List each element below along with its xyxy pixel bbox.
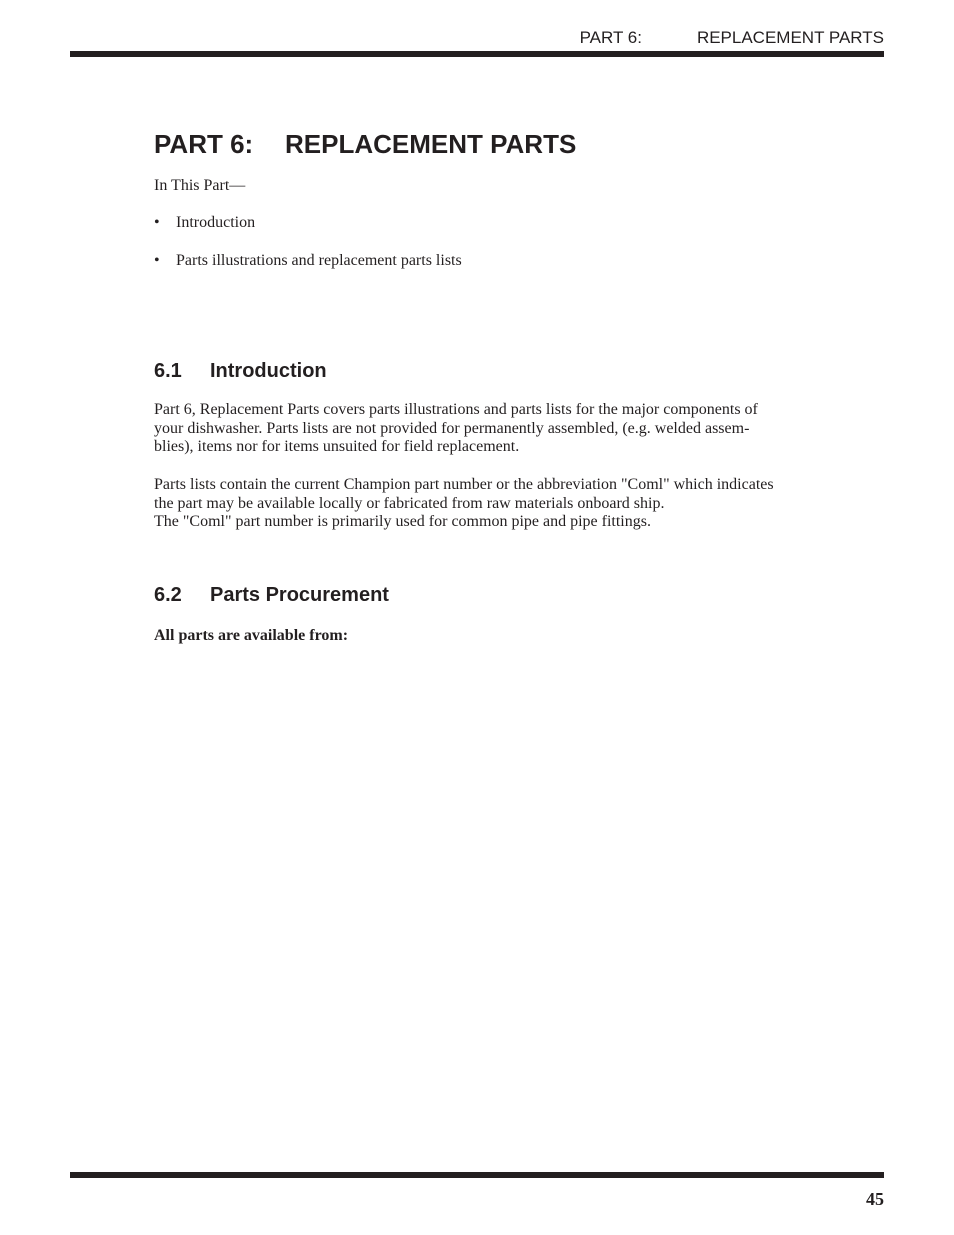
paragraph-line: The "Coml" part number is primarily used for common pipe and pipe fittings.	[154, 513, 651, 531]
page-title-number: PART 6:	[154, 129, 254, 159]
section-heading-introduction	[154, 359, 327, 383]
bullet-icon: •	[154, 252, 160, 269]
introduction-paragraph-1	[154, 401, 834, 457]
section-number: 6.1	[154, 360, 182, 382]
list-item-text: Parts illustrations and replacement parts lists	[176, 252, 462, 269]
page-number: 45	[866, 1189, 884, 1209]
parts-availability-note: All parts are available from:	[154, 627, 349, 644]
page-title	[154, 128, 576, 160]
list-item	[154, 251, 462, 271]
section-title: Parts Procurement	[210, 584, 389, 606]
in-this-part-label: In This Part—	[154, 177, 246, 194]
introduction-paragraph-2	[154, 476, 834, 532]
header-title: REPLACEMENT PARTS	[696, 28, 884, 47]
paragraph-line: Parts lists contain the current Champion part number or the abbreviation "Coml" which indicates	[154, 476, 774, 493]
section-number: 6.2	[154, 584, 182, 606]
paragraph-line: the part may be available locally or fabricated from raw materials onboard ship.	[154, 494, 665, 512]
header-rule	[70, 51, 884, 57]
page-title-text: REPLACEMENT PARTS	[285, 129, 577, 159]
section-title: Introduction	[210, 360, 327, 382]
paragraph-line: your dishwasher. Parts lists are not provided for permanently assembled, (e.g. welded assem-	[154, 419, 750, 437]
list-item-text: Introduction	[176, 214, 256, 231]
paragraph-line: Part 6, Replacement Parts covers parts illustrations and parts lists for the major components of	[154, 401, 758, 418]
paragraph-line: blies), items nor for items unsuited for field replacement.	[154, 438, 520, 456]
bullet-icon: •	[154, 214, 160, 231]
section-heading-parts-procurement	[154, 583, 389, 607]
list-item	[154, 213, 255, 233]
footer-rule	[70, 1172, 884, 1178]
header-part-label: PART 6:	[579, 28, 642, 47]
running-header	[580, 28, 884, 48]
